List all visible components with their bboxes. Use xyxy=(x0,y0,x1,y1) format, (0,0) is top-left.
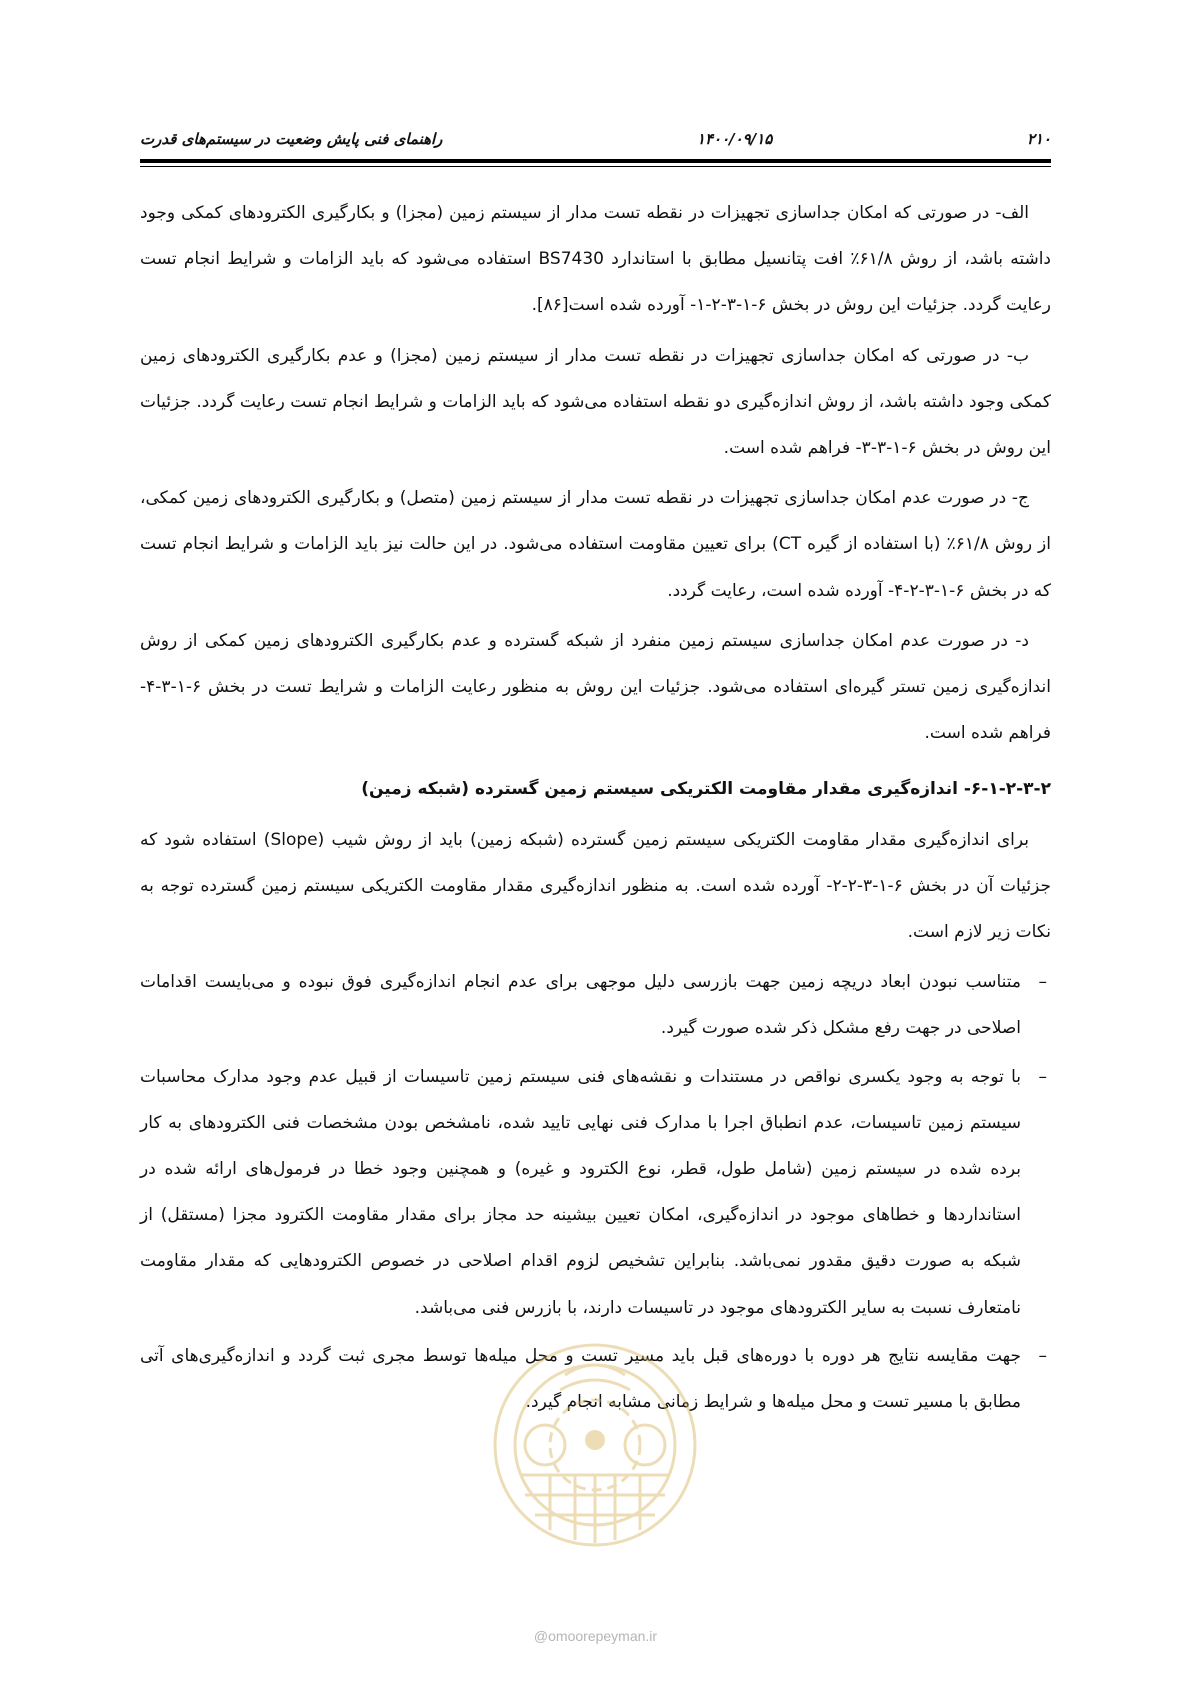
page-number: ۲۱۰ xyxy=(1026,130,1051,148)
section-intro: برای اندازه‌گیری مقدار مقاومت الکتریکی سیستم زمین گسترده (شبکه زمین) باید از روش شیب (Slope) استفاده شود که جزئیات آن در بخش ۶-۱-۳-۲-۲- آورده شده است. به منظور اندازه‌گیری مقدار مقاومت الکتریکی سیستم زمین گسترده توجه به نکات زیر لازم است. xyxy=(140,829,1051,943)
paragraph-alef: الف- در صورتی که امکان جداسازی تجهیزات در نقطه تست مدار از سیستم زمین (مجزا) و بکارگیری الکترودهای کمکی وجود داشته باشد، از روش ۶۱/۸٪ افت پتانسیل مطابق با استاندارد BS7430 استفاده می‌شود که باید الزامات و شرایط انجام تست رعایت گردد. جزئیات این روش در بخش ۶-۱-۳-۲-۱- آورده شده است[۸۶]. xyxy=(140,203,1051,316)
header-date: ۱۴۰۰/۰۹/۱۵ xyxy=(696,130,773,148)
list-item-text: با توجه به وجود یکسری نواقص در مستندات و نقشه‌های فنی سیستم زمین تاسیسات از قبیل عدم وجود مدارک محاسبات سیستم زمین تاسیسات، عدم انطباق اجرا با مدارک فنی نهایی تایید شده، نامشخص بودن مشخصات فنی الکترودهای به کار برده شده در سیستم زمین (شامل طول، قطر، نوع الکترود و غیره) و همچنین وجود خطا در فرمول‌های ارائه شده در استانداردها و خطاهای موجود در اندازه‌گیری، امکان تعیین بیشینه حد مجاز برای مقدار مقاومت الکترود مجزا (مستقل) از شبکه به صورت دقیق مقدور نمی‌باشد. بنابراین تشخیص لزوم اقدام اصلاحی در خصوص الکترودهایی که مقدار مقاومت نامتعارف نسبت به سایر الکترودهای موجود در تاسیسات دارند، با بازرس فنی می‌باشد. xyxy=(140,1066,1021,1318)
header-divider-thin xyxy=(140,166,1051,167)
watermark-url: @omoorepeyman.ir xyxy=(533,1628,658,1644)
body-content xyxy=(140,190,1051,1427)
header-divider-thick xyxy=(140,159,1051,163)
paragraph-jim: ج- در صورت عدم امکان جداسازی تجهیزات در نقطه تست مدار از سیستم زمین (متصل) و بکارگیری الکترودهای زمین کمکی، از روش ۶۱/۸٪ (با استفاده از گیره CT) برای تعیین مقاومت استفاده می‌شود. در این حالت نیز باید الزامات و شرایط انجام تست که در بخش ۶-۱-۳-۲-۴- آورده شده است، رعایت گردد. xyxy=(140,488,1051,601)
watermark-logo-icon xyxy=(470,1325,720,1575)
page-header xyxy=(140,124,1051,154)
section-heading: ۶-۱-۲-۳-۲- اندازه‌گیری مقدار مقاومت الکتریکی سیستم زمین گسترده (شبکه زمین) xyxy=(361,779,1051,800)
paragraph-be: ب- در صورتی که امکان جداسازی تجهیزات در نقطه تست مدار از سیستم زمین (مجزا) و عدم بکارگیری الکترودهای زمین کمکی وجود داشته باشد، از روش اندازه‌گیری دو نقطه استفاده می‌شود که باید الزامات و شرایط انجام تست رعایت گردد. جزئیات این روش در بخش ۶-۱-۳-۳- فراهم شده است. xyxy=(140,345,1051,459)
list-item xyxy=(140,1054,1051,1331)
header-title: راهنمای فنی پایش وضعیت در سیستم‌های قدرت xyxy=(140,130,443,148)
bullet-dash-icon: – xyxy=(1038,972,1047,993)
list-item xyxy=(140,959,1051,1051)
paragraph-dal: د- در صورت عدم امکان جداسازی سیستم زمین منفرد از شبکه گسترده و عدم بکارگیری الکترودهای زمین کمکی از روش اندازه‌گیری زمین تستر گیره‌ای استفاده می‌شود. جزئیات این روش به منظور رعایت الزامات و شرایط تست در بخش ۶-۱-۳-۴- فراهم شده است. xyxy=(140,630,1051,744)
bullet-dash-icon: – xyxy=(1038,1066,1047,1087)
bullet-dash-icon: – xyxy=(1038,1345,1047,1366)
list-item-text: متناسب نبودن ابعاد دریچه زمین جهت بازرسی دلیل موجهی برای عدم انجام اندازه‌گیری فوق نبوده و می‌بایست اقدامات اصلاحی در جهت رفع مشکل ذکر شده صورت گیرد. xyxy=(140,972,1021,1039)
list-item-text: جهت مقایسه نتایج هر دوره با دوره‌های قبل باید مسیر تست و محل میله‌ها توسط مجری ثبت گردد و اندازه‌گیری‌های آتی مطابق با مسیر تست و محل میله‌ها و شرایط زمانی مشابه انجام گیرد. xyxy=(140,1345,1021,1413)
